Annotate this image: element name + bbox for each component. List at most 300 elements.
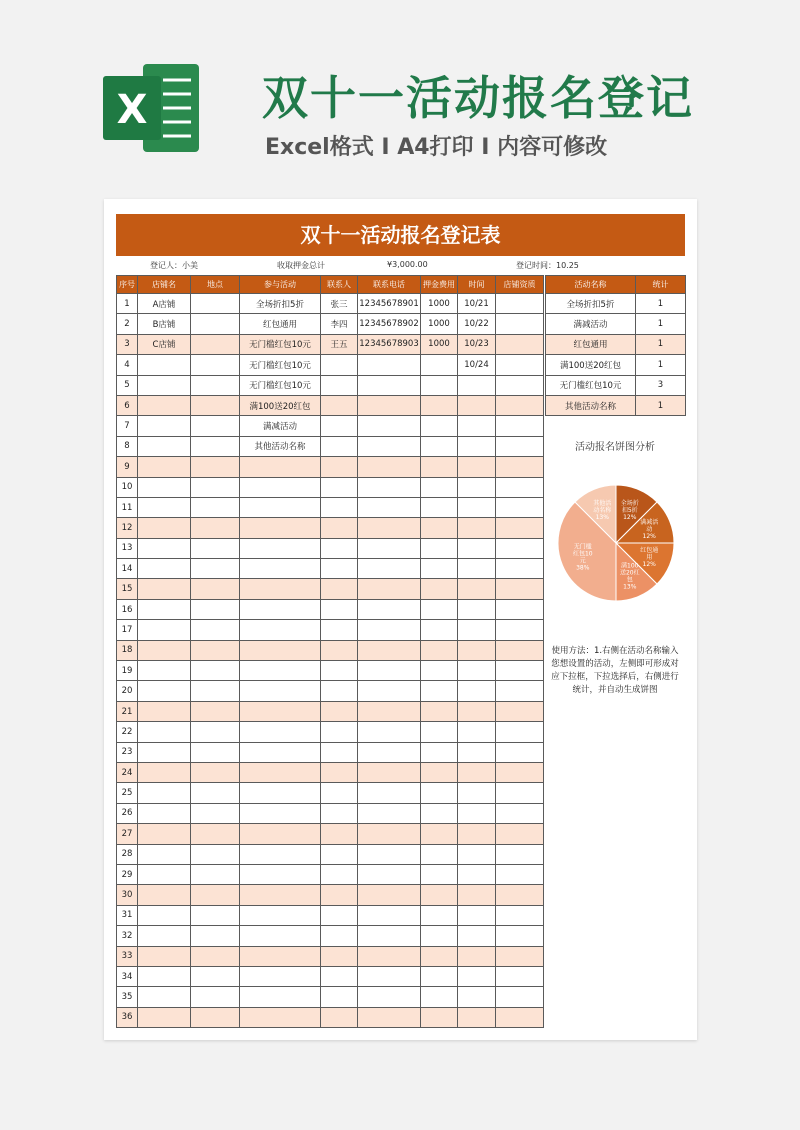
table-cell[interactable] — [458, 640, 496, 660]
table-cell[interactable] — [421, 355, 458, 375]
table-cell[interactable] — [321, 864, 358, 884]
table-cell[interactable] — [421, 926, 458, 946]
table-cell[interactable] — [240, 538, 321, 558]
stats-cell[interactable]: 1 — [636, 334, 686, 354]
table-cell[interactable] — [421, 1007, 458, 1027]
table-cell[interactable]: 14 — [117, 559, 138, 579]
table-cell[interactable] — [496, 599, 544, 619]
table-cell[interactable] — [496, 436, 544, 456]
table-cell[interactable]: 10 — [117, 477, 138, 497]
stats-cell[interactable]: 全场折扣5折 — [546, 294, 636, 314]
table-cell[interactable] — [240, 497, 321, 517]
table-cell[interactable] — [321, 885, 358, 905]
table-cell[interactable]: 26 — [117, 803, 138, 823]
table-cell[interactable] — [240, 966, 321, 986]
table-cell[interactable] — [458, 457, 496, 477]
table-cell[interactable] — [321, 762, 358, 782]
table-cell[interactable] — [458, 966, 496, 986]
table-cell[interactable] — [138, 946, 191, 966]
table-cell[interactable] — [321, 661, 358, 681]
table-cell[interactable] — [421, 824, 458, 844]
table-cell[interactable] — [496, 620, 544, 640]
table-cell[interactable] — [421, 885, 458, 905]
table-cell[interactable] — [458, 783, 496, 803]
table-cell[interactable] — [358, 864, 421, 884]
table-cell[interactable] — [458, 864, 496, 884]
table-cell[interactable]: 12 — [117, 518, 138, 538]
table-cell[interactable] — [421, 864, 458, 884]
table-cell[interactable] — [496, 661, 544, 681]
table-cell[interactable] — [358, 538, 421, 558]
table-cell[interactable] — [458, 599, 496, 619]
table-cell[interactable] — [138, 661, 191, 681]
table-cell[interactable] — [240, 987, 321, 1007]
table-cell[interactable] — [240, 661, 321, 681]
table-cell[interactable] — [138, 559, 191, 579]
table-cell[interactable] — [191, 926, 240, 946]
table-cell[interactable] — [496, 416, 544, 436]
table-cell[interactable] — [240, 640, 321, 660]
table-cell[interactable] — [358, 579, 421, 599]
table-cell[interactable]: 23 — [117, 742, 138, 762]
table-cell[interactable] — [191, 457, 240, 477]
table-cell[interactable]: 32 — [117, 926, 138, 946]
table-cell[interactable] — [191, 599, 240, 619]
table-cell[interactable] — [358, 559, 421, 579]
table-cell[interactable] — [138, 640, 191, 660]
table-cell[interactable] — [421, 375, 458, 395]
stats-cell[interactable]: 3 — [636, 375, 686, 395]
table-cell[interactable] — [138, 987, 191, 1007]
table-cell[interactable] — [191, 620, 240, 640]
stats-cell[interactable]: 1 — [636, 314, 686, 334]
table-cell[interactable]: 25 — [117, 783, 138, 803]
table-cell[interactable] — [191, 314, 240, 334]
table-cell[interactable] — [358, 824, 421, 844]
table-cell[interactable]: 6 — [117, 395, 138, 415]
table-cell[interactable] — [421, 701, 458, 721]
table-cell[interactable] — [240, 783, 321, 803]
table-cell[interactable] — [496, 681, 544, 701]
table-cell[interactable] — [191, 395, 240, 415]
table-cell[interactable] — [240, 824, 321, 844]
table-cell[interactable] — [496, 538, 544, 558]
table-cell[interactable]: 24 — [117, 762, 138, 782]
table-cell[interactable] — [321, 987, 358, 1007]
table-cell[interactable]: 王五 — [321, 334, 358, 354]
table-cell[interactable] — [321, 742, 358, 762]
table-cell[interactable] — [191, 559, 240, 579]
table-cell[interactable]: 10/22 — [458, 314, 496, 334]
table-cell[interactable] — [138, 497, 191, 517]
table-cell[interactable]: 12345678903 — [358, 334, 421, 354]
table-cell[interactable] — [240, 457, 321, 477]
table-cell[interactable] — [458, 722, 496, 742]
table-cell[interactable] — [458, 824, 496, 844]
table-cell[interactable]: 18 — [117, 640, 138, 660]
table-cell[interactable]: 36 — [117, 1007, 138, 1027]
table-cell[interactable]: 无门槛红包10元 — [240, 334, 321, 354]
table-cell[interactable] — [458, 844, 496, 864]
table-cell[interactable] — [191, 987, 240, 1007]
table-cell[interactable] — [191, 905, 240, 925]
table-cell[interactable] — [321, 966, 358, 986]
table-cell[interactable] — [496, 803, 544, 823]
table-cell[interactable] — [358, 497, 421, 517]
table-cell[interactable]: 无门槛红包10元 — [240, 375, 321, 395]
table-cell[interactable] — [358, 885, 421, 905]
table-cell[interactable] — [321, 416, 358, 436]
table-cell[interactable] — [138, 926, 191, 946]
table-cell[interactable] — [321, 926, 358, 946]
table-cell[interactable] — [138, 1007, 191, 1027]
table-cell[interactable] — [191, 966, 240, 986]
stats-cell[interactable]: 满减活动 — [546, 314, 636, 334]
stats-cell[interactable]: 1 — [636, 395, 686, 415]
table-cell[interactable] — [358, 681, 421, 701]
table-cell[interactable] — [138, 905, 191, 925]
table-cell[interactable]: 10/23 — [458, 334, 496, 354]
table-cell[interactable] — [421, 620, 458, 640]
table-cell[interactable] — [458, 701, 496, 721]
table-cell[interactable] — [496, 334, 544, 354]
table-cell[interactable] — [138, 681, 191, 701]
table-cell[interactable] — [496, 864, 544, 884]
stats-cell[interactable]: 满100送20红包 — [546, 355, 636, 375]
table-cell[interactable] — [240, 946, 321, 966]
table-cell[interactable] — [138, 783, 191, 803]
table-cell[interactable]: 11 — [117, 497, 138, 517]
table-cell[interactable] — [138, 762, 191, 782]
table-cell[interactable] — [191, 824, 240, 844]
table-cell[interactable]: 10/24 — [458, 355, 496, 375]
table-cell[interactable]: 全场折扣5折 — [240, 294, 321, 314]
table-cell[interactable] — [496, 1007, 544, 1027]
table-cell[interactable]: 李四 — [321, 314, 358, 334]
table-cell[interactable] — [321, 457, 358, 477]
table-cell[interactable] — [496, 518, 544, 538]
table-cell[interactable] — [191, 436, 240, 456]
table-cell[interactable] — [321, 518, 358, 538]
table-cell[interactable] — [458, 661, 496, 681]
table-cell[interactable] — [496, 579, 544, 599]
table-cell[interactable] — [191, 294, 240, 314]
table-cell[interactable] — [358, 803, 421, 823]
table-cell[interactable] — [321, 477, 358, 497]
table-cell[interactable] — [421, 803, 458, 823]
table-cell[interactable]: 满减活动 — [240, 416, 321, 436]
table-cell[interactable] — [240, 905, 321, 925]
table-cell[interactable] — [321, 559, 358, 579]
table-cell[interactable] — [240, 477, 321, 497]
table-cell[interactable] — [496, 824, 544, 844]
table-cell[interactable] — [458, 926, 496, 946]
table-cell[interactable] — [321, 497, 358, 517]
table-cell[interactable] — [458, 762, 496, 782]
table-cell[interactable] — [421, 661, 458, 681]
table-cell[interactable] — [458, 905, 496, 925]
table-cell[interactable] — [358, 926, 421, 946]
table-cell[interactable] — [138, 457, 191, 477]
table-cell[interactable] — [191, 885, 240, 905]
table-cell[interactable] — [421, 457, 458, 477]
table-cell[interactable] — [240, 885, 321, 905]
table-cell[interactable] — [358, 620, 421, 640]
table-cell[interactable] — [191, 579, 240, 599]
stats-cell[interactable]: 1 — [636, 355, 686, 375]
table-cell[interactable] — [458, 803, 496, 823]
table-cell[interactable] — [191, 722, 240, 742]
table-cell[interactable] — [421, 599, 458, 619]
table-cell[interactable]: 21 — [117, 701, 138, 721]
table-cell[interactable] — [458, 375, 496, 395]
table-cell[interactable] — [496, 477, 544, 497]
table-cell[interactable] — [240, 518, 321, 538]
table-cell[interactable]: 5 — [117, 375, 138, 395]
table-cell[interactable]: 33 — [117, 946, 138, 966]
table-cell[interactable] — [421, 722, 458, 742]
table-cell[interactable] — [421, 416, 458, 436]
table-cell[interactable] — [458, 620, 496, 640]
table-cell[interactable] — [496, 355, 544, 375]
table-cell[interactable] — [138, 538, 191, 558]
table-cell[interactable] — [191, 946, 240, 966]
table-cell[interactable] — [421, 946, 458, 966]
table-cell[interactable] — [358, 966, 421, 986]
table-cell[interactable] — [421, 538, 458, 558]
table-cell[interactable] — [358, 416, 421, 436]
table-cell[interactable] — [138, 864, 191, 884]
table-cell[interactable] — [496, 640, 544, 660]
table-cell[interactable] — [240, 559, 321, 579]
table-cell[interactable] — [458, 497, 496, 517]
table-cell[interactable] — [358, 640, 421, 660]
table-cell[interactable] — [358, 599, 421, 619]
table-cell[interactable] — [191, 844, 240, 864]
table-cell[interactable] — [421, 497, 458, 517]
table-cell[interactable] — [138, 742, 191, 762]
table-cell[interactable] — [240, 599, 321, 619]
table-cell[interactable] — [240, 681, 321, 701]
table-cell[interactable] — [138, 518, 191, 538]
table-cell[interactable] — [358, 477, 421, 497]
table-cell[interactable] — [321, 722, 358, 742]
table-cell[interactable] — [421, 477, 458, 497]
table-cell[interactable] — [358, 783, 421, 803]
table-cell[interactable] — [240, 742, 321, 762]
table-cell[interactable]: 19 — [117, 661, 138, 681]
table-cell[interactable] — [421, 559, 458, 579]
table-cell[interactable]: 2 — [117, 314, 138, 334]
table-cell[interactable]: 12345678901 — [358, 294, 421, 314]
table-cell[interactable] — [358, 661, 421, 681]
table-cell[interactable]: 29 — [117, 864, 138, 884]
table-cell[interactable] — [421, 742, 458, 762]
table-cell[interactable] — [358, 905, 421, 925]
table-cell[interactable] — [496, 701, 544, 721]
table-cell[interactable] — [191, 640, 240, 660]
table-cell[interactable] — [138, 355, 191, 375]
table-cell[interactable] — [496, 395, 544, 415]
stats-cell[interactable]: 无门槛红包10元 — [546, 375, 636, 395]
table-cell[interactable] — [191, 742, 240, 762]
table-cell[interactable] — [191, 518, 240, 538]
table-cell[interactable]: 30 — [117, 885, 138, 905]
table-cell[interactable] — [138, 579, 191, 599]
table-cell[interactable]: 17 — [117, 620, 138, 640]
table-cell[interactable]: 1 — [117, 294, 138, 314]
table-cell[interactable] — [321, 824, 358, 844]
table-cell[interactable] — [458, 946, 496, 966]
table-cell[interactable] — [421, 762, 458, 782]
table-cell[interactable] — [458, 436, 496, 456]
table-cell[interactable] — [458, 518, 496, 538]
table-cell[interactable] — [458, 742, 496, 762]
table-cell[interactable] — [458, 395, 496, 415]
table-cell[interactable] — [421, 783, 458, 803]
table-cell[interactable] — [191, 803, 240, 823]
table-cell[interactable] — [321, 946, 358, 966]
table-cell[interactable] — [191, 477, 240, 497]
table-cell[interactable]: 4 — [117, 355, 138, 375]
table-cell[interactable] — [138, 436, 191, 456]
stats-cell[interactable]: 其他活动名称 — [546, 395, 636, 415]
table-cell[interactable] — [138, 803, 191, 823]
table-cell[interactable] — [240, 701, 321, 721]
table-cell[interactable] — [321, 375, 358, 395]
table-cell[interactable] — [496, 375, 544, 395]
table-cell[interactable] — [240, 762, 321, 782]
table-cell[interactable] — [191, 334, 240, 354]
table-cell[interactable] — [191, 701, 240, 721]
table-cell[interactable] — [321, 599, 358, 619]
table-cell[interactable]: 22 — [117, 722, 138, 742]
table-cell[interactable] — [458, 477, 496, 497]
table-cell[interactable] — [421, 905, 458, 925]
table-cell[interactable]: 9 — [117, 457, 138, 477]
table-cell[interactable] — [358, 355, 421, 375]
table-cell[interactable] — [321, 681, 358, 701]
table-cell[interactable]: 满100送20红包 — [240, 395, 321, 415]
table-cell[interactable] — [138, 701, 191, 721]
table-cell[interactable] — [321, 436, 358, 456]
table-cell[interactable] — [321, 1007, 358, 1027]
table-cell[interactable] — [138, 599, 191, 619]
table-cell[interactable] — [496, 783, 544, 803]
table-cell[interactable] — [496, 905, 544, 925]
table-cell[interactable]: 31 — [117, 905, 138, 925]
table-cell[interactable] — [458, 987, 496, 1007]
table-cell[interactable] — [421, 436, 458, 456]
table-cell[interactable] — [496, 294, 544, 314]
table-cell[interactable] — [358, 762, 421, 782]
table-cell[interactable] — [321, 640, 358, 660]
table-cell[interactable] — [496, 946, 544, 966]
table-cell[interactable] — [138, 477, 191, 497]
table-cell[interactable] — [321, 620, 358, 640]
table-cell[interactable] — [358, 722, 421, 742]
table-cell[interactable] — [240, 722, 321, 742]
table-cell[interactable]: 3 — [117, 334, 138, 354]
table-cell[interactable] — [191, 416, 240, 436]
table-cell[interactable]: 1000 — [421, 294, 458, 314]
table-cell[interactable]: 20 — [117, 681, 138, 701]
table-cell[interactable] — [496, 457, 544, 477]
table-cell[interactable]: 13 — [117, 538, 138, 558]
table-cell[interactable]: 34 — [117, 966, 138, 986]
table-cell[interactable]: C店铺 — [138, 334, 191, 354]
table-cell[interactable] — [240, 1007, 321, 1027]
table-cell[interactable] — [421, 395, 458, 415]
table-cell[interactable] — [138, 885, 191, 905]
table-cell[interactable] — [191, 375, 240, 395]
table-cell[interactable]: 16 — [117, 599, 138, 619]
table-cell[interactable] — [496, 497, 544, 517]
stats-cell[interactable]: 红包通用 — [546, 334, 636, 354]
table-cell[interactable]: 27 — [117, 824, 138, 844]
table-cell[interactable] — [138, 722, 191, 742]
table-cell[interactable] — [321, 905, 358, 925]
table-cell[interactable] — [496, 987, 544, 1007]
table-cell[interactable] — [421, 987, 458, 1007]
table-cell[interactable]: 28 — [117, 844, 138, 864]
table-cell[interactable] — [358, 1007, 421, 1027]
table-cell[interactable] — [240, 864, 321, 884]
table-cell[interactable] — [191, 355, 240, 375]
table-cell[interactable] — [138, 966, 191, 986]
table-cell[interactable] — [496, 559, 544, 579]
table-cell[interactable] — [358, 844, 421, 864]
table-cell[interactable] — [191, 497, 240, 517]
table-cell[interactable] — [458, 559, 496, 579]
table-cell[interactable] — [138, 844, 191, 864]
table-cell[interactable] — [458, 885, 496, 905]
table-cell[interactable] — [496, 844, 544, 864]
table-cell[interactable] — [496, 314, 544, 334]
table-cell[interactable] — [138, 416, 191, 436]
table-cell[interactable] — [421, 844, 458, 864]
table-cell[interactable]: B店铺 — [138, 314, 191, 334]
table-cell[interactable] — [240, 803, 321, 823]
table-cell[interactable] — [496, 966, 544, 986]
table-cell[interactable] — [421, 966, 458, 986]
table-cell[interactable] — [138, 395, 191, 415]
table-cell[interactable] — [496, 722, 544, 742]
table-cell[interactable]: 15 — [117, 579, 138, 599]
table-cell[interactable] — [496, 926, 544, 946]
stats-cell[interactable]: 1 — [636, 294, 686, 314]
table-cell[interactable] — [358, 518, 421, 538]
table-cell[interactable] — [358, 742, 421, 762]
table-cell[interactable]: 7 — [117, 416, 138, 436]
table-cell[interactable] — [358, 436, 421, 456]
table-cell[interactable] — [191, 681, 240, 701]
table-cell[interactable]: 35 — [117, 987, 138, 1007]
table-cell[interactable] — [458, 579, 496, 599]
table-cell[interactable] — [358, 701, 421, 721]
table-cell[interactable] — [138, 824, 191, 844]
table-cell[interactable]: A店铺 — [138, 294, 191, 314]
table-cell[interactable] — [421, 579, 458, 599]
table-cell[interactable]: 1000 — [421, 334, 458, 354]
table-cell[interactable] — [321, 579, 358, 599]
table-cell[interactable] — [191, 783, 240, 803]
table-cell[interactable] — [496, 742, 544, 762]
table-cell[interactable] — [421, 681, 458, 701]
table-cell[interactable]: 无门槛红包10元 — [240, 355, 321, 375]
table-cell[interactable] — [358, 395, 421, 415]
table-cell[interactable] — [240, 579, 321, 599]
